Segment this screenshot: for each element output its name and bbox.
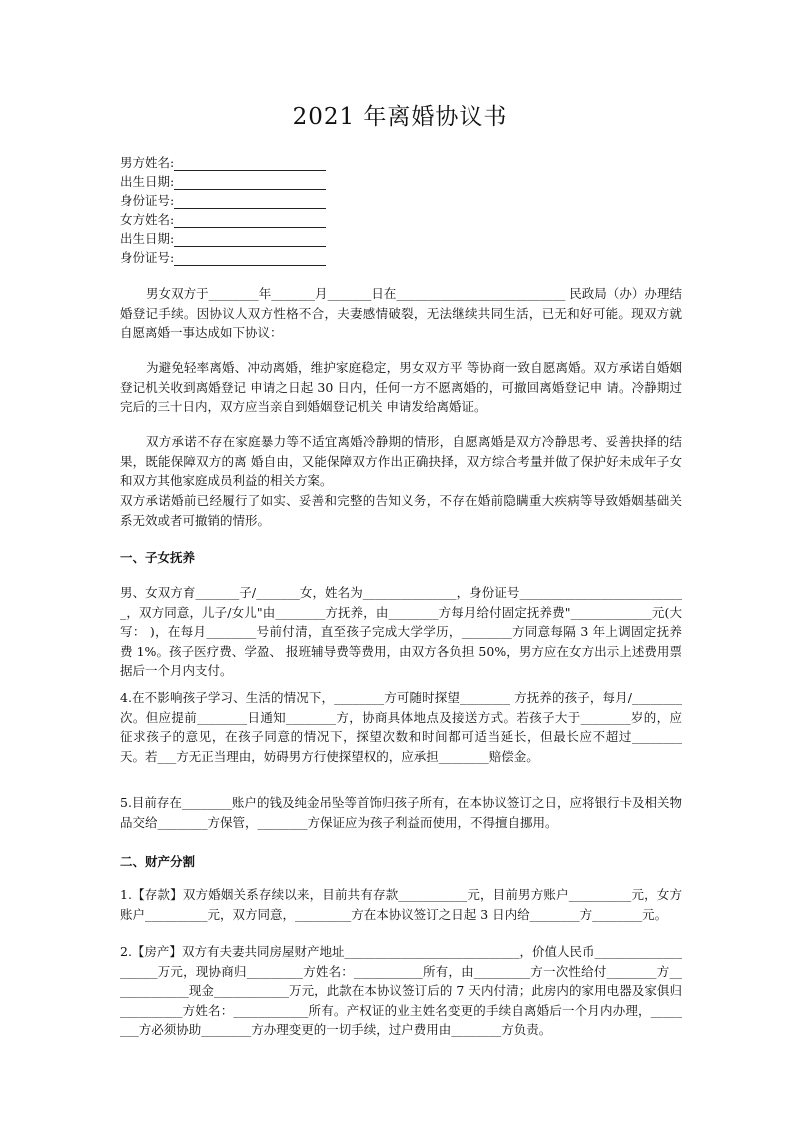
- field-label: 出生日期:: [120, 174, 175, 189]
- field-female-name: [120, 212, 326, 228]
- paragraph-real-estate: 2.【房产】双方有夫妻共同房屋财产地址____________________________，价值人民币____________________万元，现协商归_________方姓名：___________所有，由_________方一次性给付________方_____________现金____________万元，此款在本协议签订后的 7 天内付清；此房内的家用电器及家俱归__________方姓名：____________所有。产权证的业主姓名变更的手续自离婚后一个月内办理，________方必须协助________方办理变更的一切手续，过户费用由________方负责。: [120, 944, 682, 1037]
- field-label: 男方姓名:: [120, 155, 175, 170]
- paragraph-visitation: 4.在不影响孩子学习、生活的情况下，________方可随时探望________ 方抚养的孩子，每月/________次。但应提前________日通知________方，协商具体地点及接送方式。若孩子大于________岁的，应征求孩子的意见，在孩子同意的情况下，探望次数和时间都可适当延长，但最长应不超过________天。若___方无正当理由，妨碍男方行使探望权的，应承担________赔偿金。: [120, 690, 682, 764]
- paragraph-deposits: 1.【存款】双方婚姻关系存续以来，目前共有存款___________元，目前男方账户__________元，女方账户__________元，双方同意，_________方在本协议签订之日起 3 日内给________方________元。: [120, 887, 682, 922]
- field-male-birthdate: [120, 174, 326, 190]
- paragraph-cooling-off: 为避免轻率离婚、冲动离婚，维护家庭稳定，男女双方平 等协商一致自愿离婚。双方承诺自婚姻登记机关收到离婚登记 申请之日起 30 日内，任何一方不愿离婚的，可撤回离婚登记申 请。冷静期过完后的三十日内，双方应当亲自到婚姻登记机关 申请发给离婚证。: [120, 360, 682, 414]
- field-label: 女方姓名:: [120, 212, 175, 227]
- document-title: 2021 年离婚协议书: [292, 104, 508, 130]
- paragraph-no-violence: 双方承诺不存在家庭暴力等不适宜离婚冷静期的情形，自愿离婚是双方冷静思考、妥善抉择的结果，既能保障双方的离 婚自由，又能保障双方作出正确抉择，双方综合考量并做了保护好未成年子女和双方其他家庭成员利益的相关方案。: [120, 434, 682, 488]
- field-female-id: [120, 250, 326, 266]
- section-heading-property: 二、财产分割: [120, 854, 196, 869]
- field-label: 身份证号:: [120, 193, 175, 208]
- paragraph-intro: 男女双方于________年_______月_______日在___________________________ 民政局（办）办理结婚登记手续。因协议人双方性格不合，夫妻感情破裂，无法继续共同生活，已无和好可能。现双方就自愿离婚一事达成如下协议：: [120, 286, 682, 340]
- paragraph-child-support: 男、女双方育_______子/_______女，姓名为_______________，身份证号___________________________，双方同意，儿子/女儿"由________方抚养，由________方每月给付固定抚养费"_____________元(大写： )，在每月________号前付清，直至孩子完成大学学历，________方同意每隔 3 年上调固定抚养费 1%。孩子医疗费、学盈、 报班辅导费等费用，由双方各负担 50%，男方应在女方出示上述费用票据后一个月内支付。: [120, 585, 682, 678]
- field-label: 身份证号:: [120, 250, 175, 265]
- blank-line: [174, 252, 326, 266]
- section-heading-custody: 一、子女抚养: [120, 550, 196, 565]
- paragraph-child-assets: 5.目前存在________账户的钱及纯金吊坠等首饰归孩子所有，在本协议签订之日，应将银行卡及相关物品交给________方保管，________方保证应为孩子利益而使用，不得擅自挪用。: [120, 795, 682, 830]
- blank-line: [174, 233, 326, 247]
- field-male-id: [120, 193, 326, 209]
- blank-line: [174, 157, 326, 171]
- blank-line: [174, 214, 326, 228]
- blank-line: [174, 195, 326, 209]
- paragraph-disclosure: 双方承诺婚前已经履行了如实、妥善和完整的告知义务，不存在婚前隐瞒重大疾病等导致婚姻基础关系无效或者可撤销的情形。: [120, 493, 682, 528]
- blank-line: [174, 176, 326, 190]
- field-male-name: [120, 155, 326, 171]
- field-female-birthdate: [120, 231, 326, 247]
- field-label: 出生日期:: [120, 231, 175, 246]
